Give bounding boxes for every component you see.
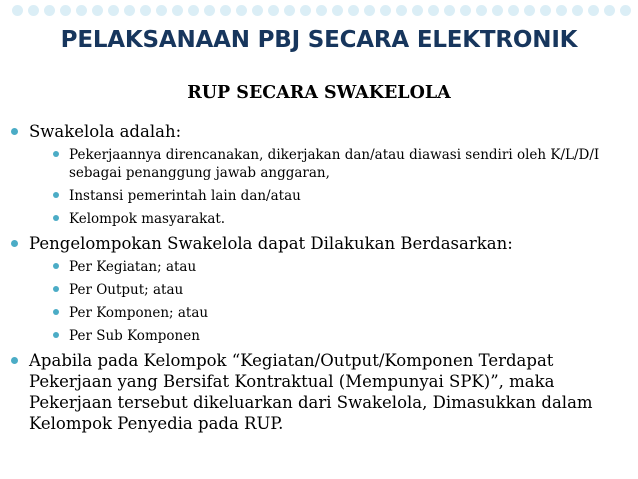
bullet-icon bbox=[53, 309, 59, 315]
dot-icon bbox=[460, 5, 471, 16]
decorative-dot-pattern bbox=[0, 0, 638, 26]
dot-icon bbox=[124, 5, 135, 16]
bullet-icon bbox=[11, 128, 18, 135]
bullet-grouping-basis bbox=[0, 233, 638, 254]
dot-icon bbox=[508, 5, 519, 16]
dot-icon bbox=[332, 5, 343, 16]
sub-bullet-text: Kelompok masyarakat. bbox=[69, 211, 226, 227]
dot-icon bbox=[236, 5, 247, 16]
bullet-contractual-note bbox=[0, 350, 638, 434]
bullet-icon bbox=[11, 240, 18, 247]
dot-icon bbox=[364, 5, 375, 16]
bullet-swakelola-definition bbox=[0, 121, 638, 142]
sub-bullet-text: Per Kegiatan; atau bbox=[69, 259, 197, 275]
bullet-icon bbox=[53, 151, 59, 157]
bullet-icon bbox=[53, 192, 59, 198]
dot-icon bbox=[172, 5, 183, 16]
dot-icon bbox=[252, 5, 263, 16]
dot-icon bbox=[524, 5, 535, 16]
dot-icon bbox=[396, 5, 407, 16]
sub-bullet bbox=[0, 327, 638, 345]
dot-icon bbox=[540, 5, 551, 16]
dot-icon bbox=[44, 5, 55, 16]
bullet-icon bbox=[53, 286, 59, 292]
slide-subtitle: RUP SECARA SWAKELOLA bbox=[187, 83, 451, 103]
bullet-list bbox=[0, 121, 638, 438]
bullet-text: Apabila pada Kelompok “Kegiatan/Output/Komponen Terdapat Pekerjaan yang Bersifat Kontraktual (Mempunyai SPK)”, maka Pekerjaan tersebut dikeluarkan dari Swakelola, Dimasukkan dalam Kelompok Penyedia pada RUP. bbox=[29, 351, 593, 433]
dot-icon bbox=[284, 5, 295, 16]
sub-bullet-text: Per Output; atau bbox=[69, 282, 184, 298]
dot-icon bbox=[268, 5, 279, 16]
dot-icon bbox=[476, 5, 487, 16]
dot-icon bbox=[572, 5, 583, 16]
dot-icon bbox=[156, 5, 167, 16]
dot-icon bbox=[588, 5, 599, 16]
dot-icon bbox=[92, 5, 103, 16]
dot-icon bbox=[220, 5, 231, 16]
bullet-icon bbox=[53, 215, 59, 221]
sub-bullet-text: Pekerjaannya direncanakan, dikerjakan dan/atau diawasi sendiri oleh K/L/D/I sebagai penanggung jawab anggaran, bbox=[69, 147, 600, 181]
dot-icon bbox=[428, 5, 439, 16]
dot-icon bbox=[140, 5, 151, 16]
dot-icon bbox=[204, 5, 215, 16]
dot-icon bbox=[316, 5, 327, 16]
bullet-icon bbox=[53, 332, 59, 338]
sub-bullet bbox=[0, 146, 638, 182]
dot-icon bbox=[300, 5, 311, 16]
slide-title: PELAKSANAAN PBJ SECARA ELEKTRONIK bbox=[60, 27, 578, 53]
bullet-text: Pengelompokan Swakelola dapat Dilakukan Berdasarkan: bbox=[29, 234, 513, 253]
sub-bullet-text: Per Sub Komponen bbox=[69, 328, 200, 344]
dot-icon bbox=[76, 5, 87, 16]
sub-bullet bbox=[0, 281, 638, 299]
sub-bullet bbox=[0, 187, 638, 205]
dot-icon bbox=[444, 5, 455, 16]
sub-bullet-text: Per Komponen; atau bbox=[69, 305, 209, 321]
sub-bullet bbox=[0, 304, 638, 322]
bullet-icon bbox=[11, 357, 18, 364]
sub-bullet bbox=[0, 210, 638, 228]
dot-icon bbox=[28, 5, 39, 16]
sub-bullet bbox=[0, 258, 638, 276]
dot-icon bbox=[380, 5, 391, 16]
dot-icon bbox=[108, 5, 119, 16]
bullet-text: Swakelola adalah: bbox=[29, 122, 182, 141]
dot-icon bbox=[556, 5, 567, 16]
dot-icon bbox=[412, 5, 423, 16]
dot-icon bbox=[492, 5, 503, 16]
dot-icon bbox=[12, 5, 23, 16]
dot-icon bbox=[60, 5, 71, 16]
sub-bullet-text: Instansi pemerintah lain dan/atau bbox=[69, 188, 301, 204]
dot-icon bbox=[188, 5, 199, 16]
dot-icon bbox=[348, 5, 359, 16]
bullet-icon bbox=[53, 263, 59, 269]
dot-icon bbox=[620, 5, 631, 16]
dot-icon bbox=[604, 5, 615, 16]
